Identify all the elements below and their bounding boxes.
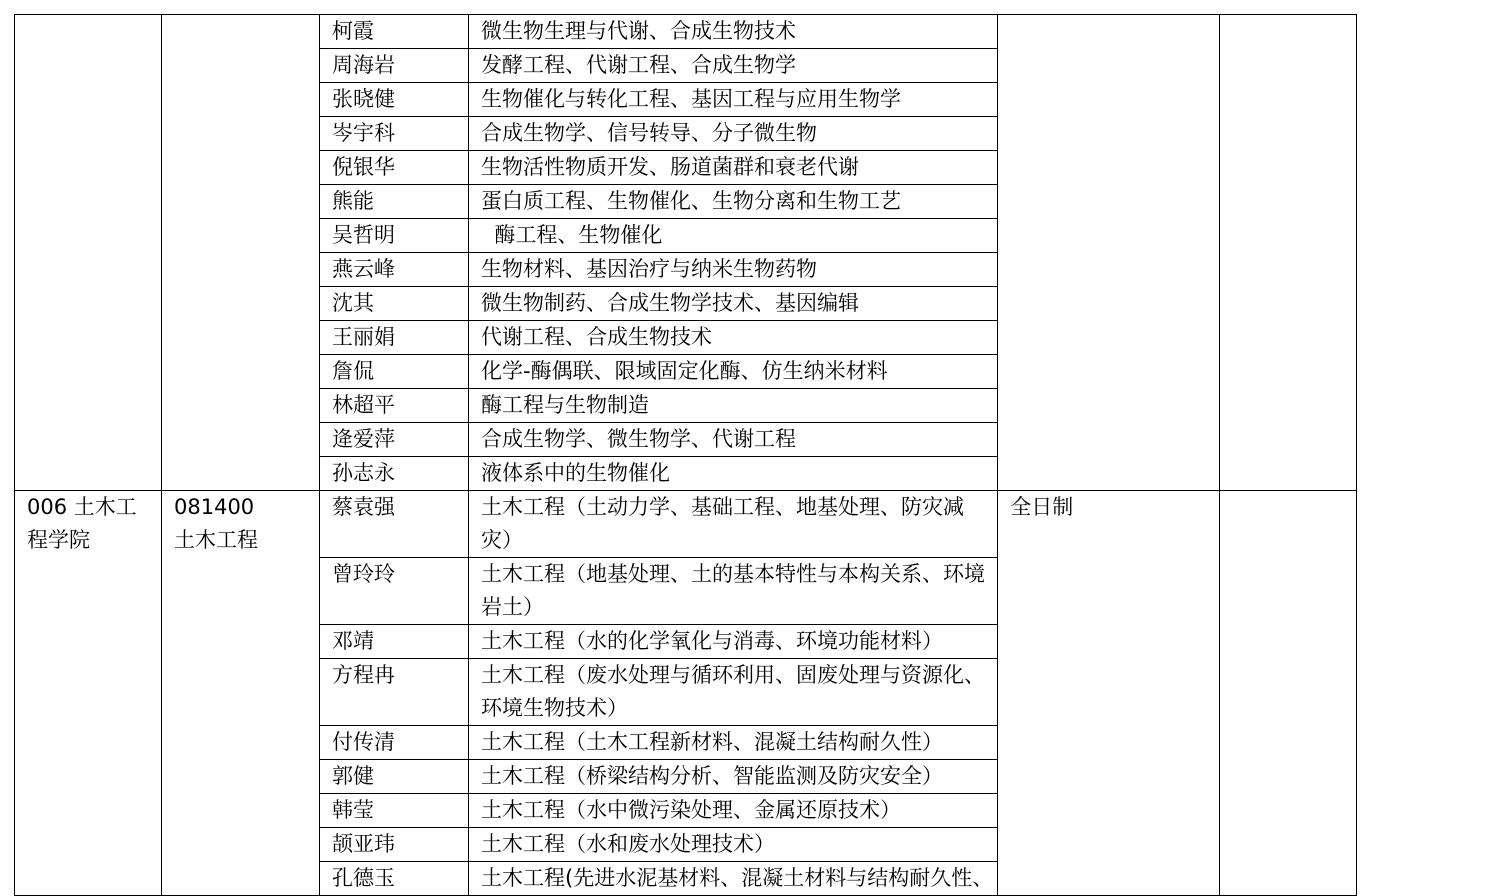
direction-cell: 合成生物学、微生物学、代谢工程 <box>469 423 998 457</box>
section-b-body <box>15 491 1357 896</box>
direction-cell: 酶工程、生物催化 <box>469 219 998 253</box>
direction-cell: 土木工程（土动力学、基础工程、地基处理、防灾减灾） <box>469 491 998 558</box>
teacher-cell: 曾玲玲 <box>320 558 469 625</box>
direction-cell: 蛋白质工程、生物催化、生物分离和生物工艺 <box>469 185 998 219</box>
teacher-cell: 熊能 <box>320 185 469 219</box>
teacher-cell: 周海岩 <box>320 49 469 83</box>
teacher-cell: 郭健 <box>320 760 469 794</box>
direction-cell: 生物活性物质开发、肠道菌群和衰老代谢 <box>469 151 998 185</box>
teacher-cell: 付传清 <box>320 726 469 760</box>
direction-cell: 土木工程(先进水泥基材料、混凝土材料与结构耐久性、 <box>469 862 998 896</box>
study-mode-cell <box>998 15 1220 491</box>
teacher-cell: 颉亚玮 <box>320 828 469 862</box>
remarks-cell <box>1220 15 1357 491</box>
major-name: 土木工程 <box>174 528 258 552</box>
major-cell <box>162 15 320 491</box>
direction-cell: 土木工程（水中微污染处理、金属还原技术） <box>469 794 998 828</box>
teacher-cell: 张晓健 <box>320 83 469 117</box>
teacher-cell: 柯霞 <box>320 15 469 49</box>
direction-cell: 土木工程（土木工程新材料、混凝土结构耐久性） <box>469 726 998 760</box>
direction-cell: 发酵工程、代谢工程、合成生物学 <box>469 49 998 83</box>
teacher-cell: 燕云峰 <box>320 253 469 287</box>
direction-cell: 土木工程（地基处理、土的基本特性与本构关系、环境岩土） <box>469 558 998 625</box>
section-a-body <box>15 15 1357 491</box>
direction-cell: 土木工程（废水处理与循环利用、固废处理与资源化、环境生物技术） <box>469 659 998 726</box>
admissions-table <box>14 14 1357 896</box>
direction-cell: 生物催化与转化工程、基因工程与应用生物学 <box>469 83 998 117</box>
teacher-cell: 方程冉 <box>320 659 469 726</box>
teacher-cell: 岑宇科 <box>320 117 469 151</box>
teacher-cell: 詹侃 <box>320 355 469 389</box>
direction-cell: 液体系中的生物催化 <box>469 457 998 491</box>
direction-cell: 土木工程（桥梁结构分析、智能监测及防灾安全） <box>469 760 998 794</box>
teacher-cell: 孔德玉 <box>320 862 469 896</box>
teacher-cell: 孙志永 <box>320 457 469 491</box>
direction-cell: 微生物生理与代谢、合成生物技术 <box>469 15 998 49</box>
direction-cell: 生物材料、基因治疗与纳米生物药物 <box>469 253 998 287</box>
teacher-cell: 倪银华 <box>320 151 469 185</box>
remarks-cell <box>1220 491 1357 896</box>
teacher-cell: 王丽娟 <box>320 321 469 355</box>
major-cell <box>162 491 320 896</box>
direction-cell: 合成生物学、信号转导、分子微生物 <box>469 117 998 151</box>
direction-cell: 微生物制药、合成生物学技术、基因编辑 <box>469 287 998 321</box>
teacher-cell: 邓靖 <box>320 625 469 659</box>
direction-cell: 土木工程（水的化学氧化与消毒、环境功能材料） <box>469 625 998 659</box>
teacher-cell: 逄爱萍 <box>320 423 469 457</box>
direction-cell: 土木工程（水和废水处理技术） <box>469 828 998 862</box>
direction-cell: 酶工程与生物制造 <box>469 389 998 423</box>
major-code: 081400 <box>174 495 255 519</box>
teacher-cell: 吴哲明 <box>320 219 469 253</box>
table-row <box>15 15 1357 49</box>
direction-cell: 化学-酶偶联、限域固定化酶、仿生纳米材料 <box>469 355 998 389</box>
teacher-cell: 林超平 <box>320 389 469 423</box>
direction-cell: 代谢工程、合成生物技术 <box>469 321 998 355</box>
study-mode-cell: 全日制 <box>998 491 1220 896</box>
table-row <box>15 491 1357 558</box>
teacher-cell: 韩莹 <box>320 794 469 828</box>
college-cell <box>15 15 162 491</box>
teacher-cell: 沈其 <box>320 287 469 321</box>
teacher-cell: 蔡袁强 <box>320 491 469 558</box>
college-cell: 006 土木工程学院 <box>15 491 162 896</box>
